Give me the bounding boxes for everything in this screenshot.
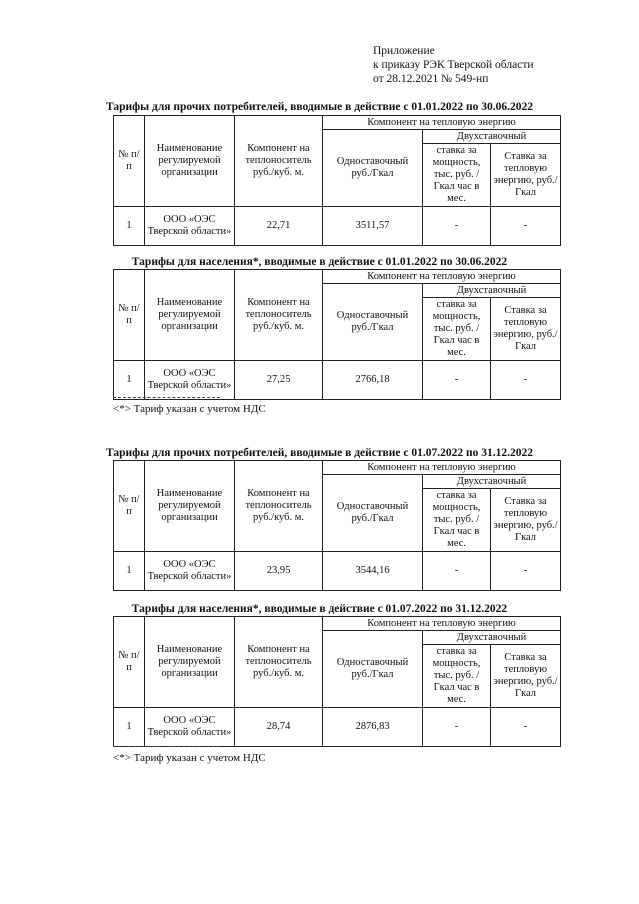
header-heat-component: Компонент на тепловую энергию [323,116,561,130]
table-row [114,552,561,591]
header-single-rate: Одноставочный руб./Гкал [323,284,423,361]
header-carrier-component: Компонент на теплоноситель руб./куб. м. [235,617,323,708]
header-capacity-rate: ставка за мощность, тыс. руб. /Гкал час в мес. [423,144,491,207]
cell-carrier-value: 27,25 [235,361,323,400]
header-two-rate: Двухставочный [423,475,561,489]
tariff-table [113,269,561,400]
header-single-rate: Одноставочный руб./Гкал [323,475,423,552]
appendix-line-1: Приложение [373,45,435,57]
header-num: № п/п [114,617,145,708]
cell-energy-value: - [491,552,561,591]
header-two-rate: Двухставочный [423,631,561,645]
cell-single-rate-value: 3544,16 [323,552,423,591]
header-num: № п/п [114,116,145,207]
appendix-line-3: от 28.12.2021 № 549-нп [373,73,489,85]
cell-capacity-value: - [423,207,491,246]
cell-organization: ООО «ОЭС Тверской области» [145,361,235,400]
cell-single-rate-value: 2876,83 [323,708,423,747]
cell-carrier-value: 22,71 [235,207,323,246]
header-heat-component: Компонент на тепловую энергию [323,617,561,631]
header-heat-component: Компонент на тепловую энергию [323,461,561,475]
table-title: Тарифы для населения*, вводимые в действие с 01.07.2022 по 31.12.2022 [131,603,508,615]
cell-energy-value: - [491,361,561,400]
header-energy-rate: Ставка за тепловую энергию, руб./Гкал [491,645,561,708]
cell-num: 1 [114,207,145,246]
table-title: Тарифы для населения*, вводимые в действие с 01.01.2022 по 30.06.2022 [131,256,508,268]
footnote: <*> Тариф указан с учетом НДС [113,752,266,764]
footnote: <*> Тариф указан с учетом НДС [113,403,266,415]
cell-organization: ООО «ОЭС Тверской области» [145,207,235,246]
header-energy-rate: Ставка за тепловую энергию, руб./Гкал [491,144,561,207]
cell-single-rate-value: 3511,57 [323,207,423,246]
table-row [114,361,561,400]
header-two-rate: Двухставочный [423,284,561,298]
header-organization: Наименование регулируемой организации [145,270,235,361]
header-num: № п/п [114,270,145,361]
header-single-rate: Одноставочный руб./Гкал [323,631,423,708]
table-title: Тарифы для прочих потребителей, вводимые в действие с 01.07.2022 по 31.12.2022 [106,447,533,459]
cell-energy-value: - [491,207,561,246]
tariff-table [113,460,561,591]
cell-single-rate-value: 2766,18 [323,361,423,400]
cell-organization: ООО «ОЭС Тверской области» [145,708,235,747]
table-title: Тарифы для прочих потребителей, вводимые в действие с 01.01.2022 по 30.06.2022 [106,101,533,113]
header-carrier-component: Компонент на теплоноситель руб./куб. м. [235,461,323,552]
tariff-table [113,115,561,246]
footnote-separator [113,397,220,398]
header-energy-rate: Ставка за тепловую энергию, руб./Гкал [491,298,561,361]
cell-carrier-value: 23,95 [235,552,323,591]
table-row [114,207,561,246]
cell-capacity-value: - [423,708,491,747]
header-carrier-component: Компонент на теплоноситель руб./куб. м. [235,270,323,361]
header-organization: Наименование регулируемой организации [145,461,235,552]
header-organization: Наименование регулируемой организации [145,116,235,207]
cell-num: 1 [114,552,145,591]
header-energy-rate: Ставка за тепловую энергию, руб./Гкал [491,489,561,552]
cell-num: 1 [114,708,145,747]
header-capacity-rate: ставка за мощность, тыс. руб. /Гкал час в мес. [423,645,491,708]
appendix-header [373,44,534,86]
cell-num: 1 [114,361,145,400]
cell-energy-value: - [491,708,561,747]
cell-carrier-value: 28,74 [235,708,323,747]
header-carrier-component: Компонент на теплоноситель руб./куб. м. [235,116,323,207]
footnote-separator [113,746,220,747]
header-organization: Наименование регулируемой организации [145,617,235,708]
header-capacity-rate: ставка за мощность, тыс. руб. /Гкал час в мес. [423,489,491,552]
header-single-rate: Одноставочный руб./Гкал [323,130,423,207]
tariff-table [113,616,561,747]
cell-capacity-value: - [423,361,491,400]
cell-organization: ООО «ОЭС Тверской области» [145,552,235,591]
header-capacity-rate: ставка за мощность, тыс. руб. /Гкал час в мес. [423,298,491,361]
header-heat-component: Компонент на тепловую энергию [323,270,561,284]
header-num: № п/п [114,461,145,552]
appendix-line-2: к приказу РЭК Тверской области [373,59,534,71]
header-two-rate: Двухставочный [423,130,561,144]
cell-capacity-value: - [423,552,491,591]
table-row [114,708,561,747]
